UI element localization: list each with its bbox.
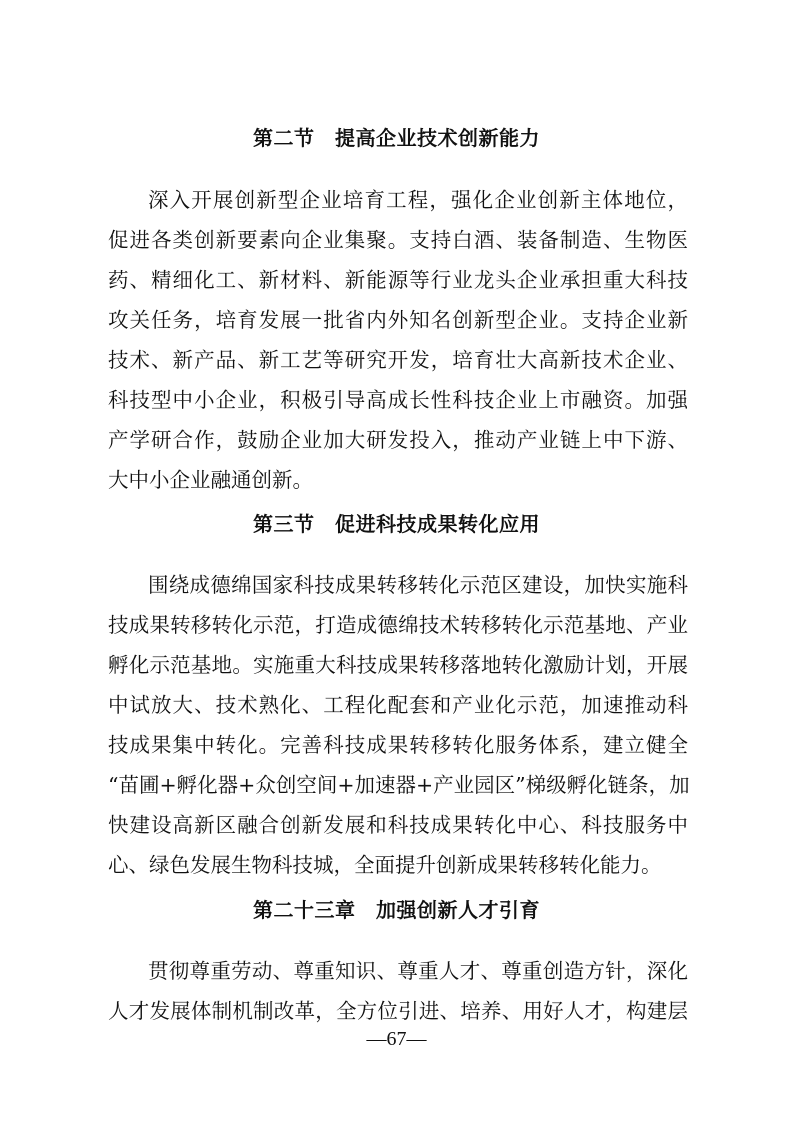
paragraph-line: 心、绿色发展生物科技城，全面提升创新成果转移转化能力。 — [108, 853, 662, 877]
paragraph-line: “苗圃+孵化器+众创空间+加速器+产业园区”梯级孵化链条，加 — [108, 773, 690, 797]
paragraph-line: 技成果集中转化。完善科技成果转移转化服务体系，建立健全 — [108, 733, 688, 757]
paragraph-line: 快建设高新区融合创新发展和科技成果转化中心、科技服务中 — [108, 813, 688, 837]
paragraph-line: 技术、新产品、新工艺等研究开发，培育壮大高新技术企业、 — [108, 348, 688, 372]
chapter-heading-23: 第二十三章 加强创新人才引育 — [253, 898, 540, 922]
paragraph-line: 人才发展体制机制改革，全方位引进、培养、用好人才，构建层 — [108, 999, 688, 1023]
paragraph-line: 促进各类创新要素向企业集聚。支持白酒、装备制造、生物医 — [108, 228, 688, 252]
paragraph-line: 攻关任务，培育发展一批省内外知名创新型企业。支持企业新 — [108, 308, 688, 332]
section-heading-2: 第二节 提高企业技术创新能力 — [253, 126, 540, 150]
paragraph-line: 技成果转移转化示范，打造成德绵技术转移转化示范基地、产业 — [108, 613, 688, 637]
paragraph-line: 产学研合作，鼓励企业加大研发投入，推动产业链上中下游、 — [108, 428, 688, 452]
paragraph-line: 大中小企业融通创新。 — [108, 468, 313, 492]
paragraph-line: 深入开展创新型企业培育工程，强化企业创新主体地位， — [148, 188, 688, 212]
section-heading-3: 第三节 促进科技成果转化应用 — [253, 512, 540, 536]
paragraph-line: 药、精细化工、新材料、新能源等行业龙头企业承担重大科技 — [108, 268, 688, 292]
paragraph-line: 围绕成德绵国家科技成果转移转化示范区建设，加快实施科 — [148, 573, 688, 597]
paragraph-line: 贯彻尊重劳动、尊重知识、尊重人才、尊重创造方针，深化 — [148, 959, 688, 983]
page-number: —67— — [366, 1028, 427, 1050]
paragraph-line: 孵化示范基地。实施重大科技成果转移落地转化激励计划，开展 — [108, 653, 688, 677]
paragraph-line: 科技型中小企业，积极引导高成长性科技企业上市融资。加强 — [108, 388, 688, 412]
paragraph-line: 中试放大、技术熟化、工程化配套和产业化示范，加速推动科 — [108, 693, 688, 717]
